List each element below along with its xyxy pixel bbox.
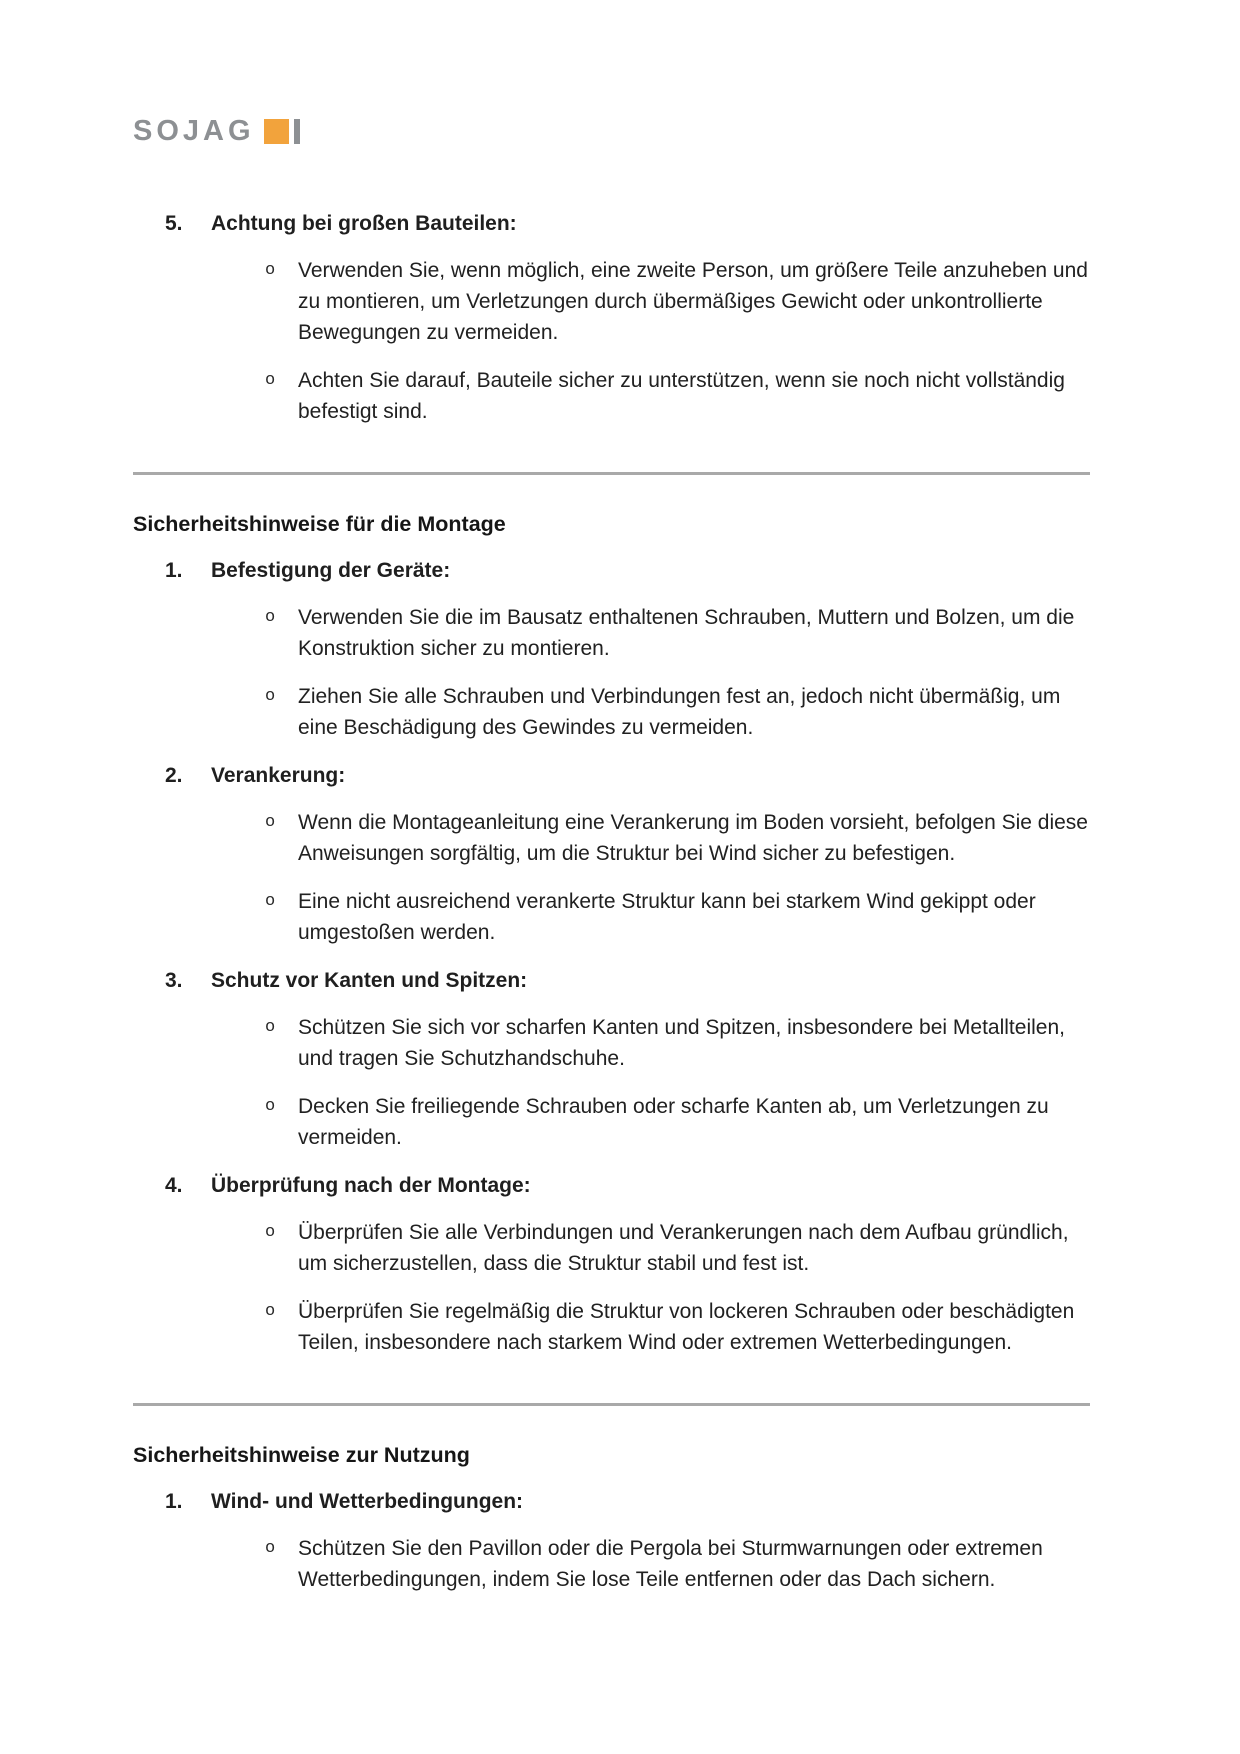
bullet-text: Decken Sie freiliegende Schrauben oder scharfe Kanten ab, um Verletzungen zu vermeiden. — [298, 1095, 1049, 1149]
circle-bullet-icon: o — [265, 1097, 276, 1116]
bullet-item — [133, 807, 1092, 869]
bullet-text: Achten Sie darauf, Bauteile sicher zu unterstützen, wenn sie noch nicht vollständig befestigt sind. — [298, 369, 1065, 423]
circle-bullet-icon: o — [265, 1223, 276, 1242]
horizontal-divider — [133, 1403, 1090, 1406]
circle-bullet-icon: o — [265, 261, 276, 280]
numbered-heading — [133, 1170, 1092, 1201]
item-number: 1. — [165, 559, 183, 582]
bullet-item — [133, 255, 1092, 348]
item-title: Schutz vor Kanten und Spitzen: — [211, 969, 528, 992]
item-number: 3. — [165, 969, 183, 992]
bullet-text: Ziehen Sie alle Schrauben und Verbindungen fest an, jedoch nicht übermäßig, um eine Beschädigung des Gewindes zu vermeiden. — [298, 685, 1061, 739]
bullet-item — [133, 365, 1092, 427]
bullet-text: Verwenden Sie die im Bausatz enthaltenen Schrauben, Muttern und Bolzen, um die Konstruktion sicher zu montieren. — [298, 606, 1075, 660]
bullet-item — [133, 602, 1092, 664]
bullet-text: Wenn die Montageanleitung eine Verankerung im Boden vorsieht, befolgen Sie diese Anweisungen sorgfältig, um die Struktur bei Wind sicher zu befestigen. — [298, 811, 1088, 865]
circle-bullet-icon: o — [265, 371, 276, 390]
bullet-item — [133, 1533, 1092, 1595]
bullet-text: Verwenden Sie, wenn möglich, eine zweite Person, um größere Teile anzuheben und zu montieren, um Verletzungen durch übermäßiges Gewicht oder unkontrollierte Bewegungen zu vermeiden. — [298, 259, 1088, 344]
item-title: Befestigung der Geräte: — [211, 559, 451, 582]
circle-bullet-icon: o — [265, 1302, 276, 1321]
circle-bullet-icon: o — [265, 608, 276, 627]
sojag-logo — [133, 114, 1092, 148]
numbered-heading — [133, 965, 1092, 996]
item-number: 2. — [165, 764, 183, 787]
circle-bullet-icon: o — [265, 1539, 276, 1558]
item-title: Wind- und Wetterbedingungen: — [211, 1490, 524, 1513]
numbered-heading — [133, 760, 1092, 791]
section-nutzung — [133, 1440, 1092, 1595]
bullet-item — [133, 1217, 1092, 1279]
item-title: Achtung bei großen Bauteilen: — [211, 212, 517, 235]
section-item-5 — [133, 208, 1092, 427]
numbered-heading — [133, 555, 1092, 586]
item-number: 5. — [165, 212, 183, 235]
bullet-item — [133, 1012, 1092, 1074]
item-number: 4. — [165, 1174, 183, 1197]
bullet-text: Schützen Sie sich vor scharfen Kanten und Spitzen, insbesondere bei Metallteilen, und tragen Sie Schutzhandschuhe. — [298, 1016, 1065, 1070]
bullet-item — [133, 1091, 1092, 1153]
section-montage — [133, 509, 1092, 1358]
section-heading: Sicherheitshinweise zur Nutzung — [133, 1443, 470, 1467]
section-heading: Sicherheitshinweise für die Montage — [133, 512, 506, 536]
numbered-heading — [133, 1486, 1092, 1517]
sojag-logo-orange-square-icon — [264, 119, 289, 144]
item-title: Überprüfung nach der Montage: — [211, 1174, 531, 1197]
horizontal-divider — [133, 472, 1090, 475]
sojag-logo-gray-bar-icon — [294, 119, 300, 144]
bullet-item — [133, 886, 1092, 948]
numbered-heading — [133, 208, 1092, 239]
circle-bullet-icon: o — [265, 1018, 276, 1037]
bullet-text: Schützen Sie den Pavillon oder die Pergola bei Sturmwarnungen oder extremen Wetterbedingungen, indem Sie lose Teile entfernen oder das Dach sichern. — [298, 1537, 1043, 1591]
bullet-text: Eine nicht ausreichend verankerte Struktur kann bei starkem Wind gekippt oder umgestoßen werden. — [298, 890, 1036, 944]
bullet-text: Überprüfen Sie alle Verbindungen und Verankerungen nach dem Aufbau gründlich, um sicherzustellen, dass die Struktur stabil und fest ist. — [298, 1221, 1069, 1275]
bullet-item — [133, 681, 1092, 743]
circle-bullet-icon: o — [265, 892, 276, 911]
item-title: Verankerung: — [211, 764, 346, 787]
circle-bullet-icon: o — [265, 687, 276, 706]
item-number: 1. — [165, 1490, 183, 1513]
bullet-text: Überprüfen Sie regelmäßig die Struktur von lockeren Schrauben oder beschädigten Teilen, insbesondere nach starkem Wind oder extremen Wetterbedingungen. — [298, 1300, 1075, 1354]
circle-bullet-icon: o — [265, 813, 276, 832]
sojag-logo-text: SOJAG — [133, 114, 255, 147]
bullet-item — [133, 1296, 1092, 1358]
